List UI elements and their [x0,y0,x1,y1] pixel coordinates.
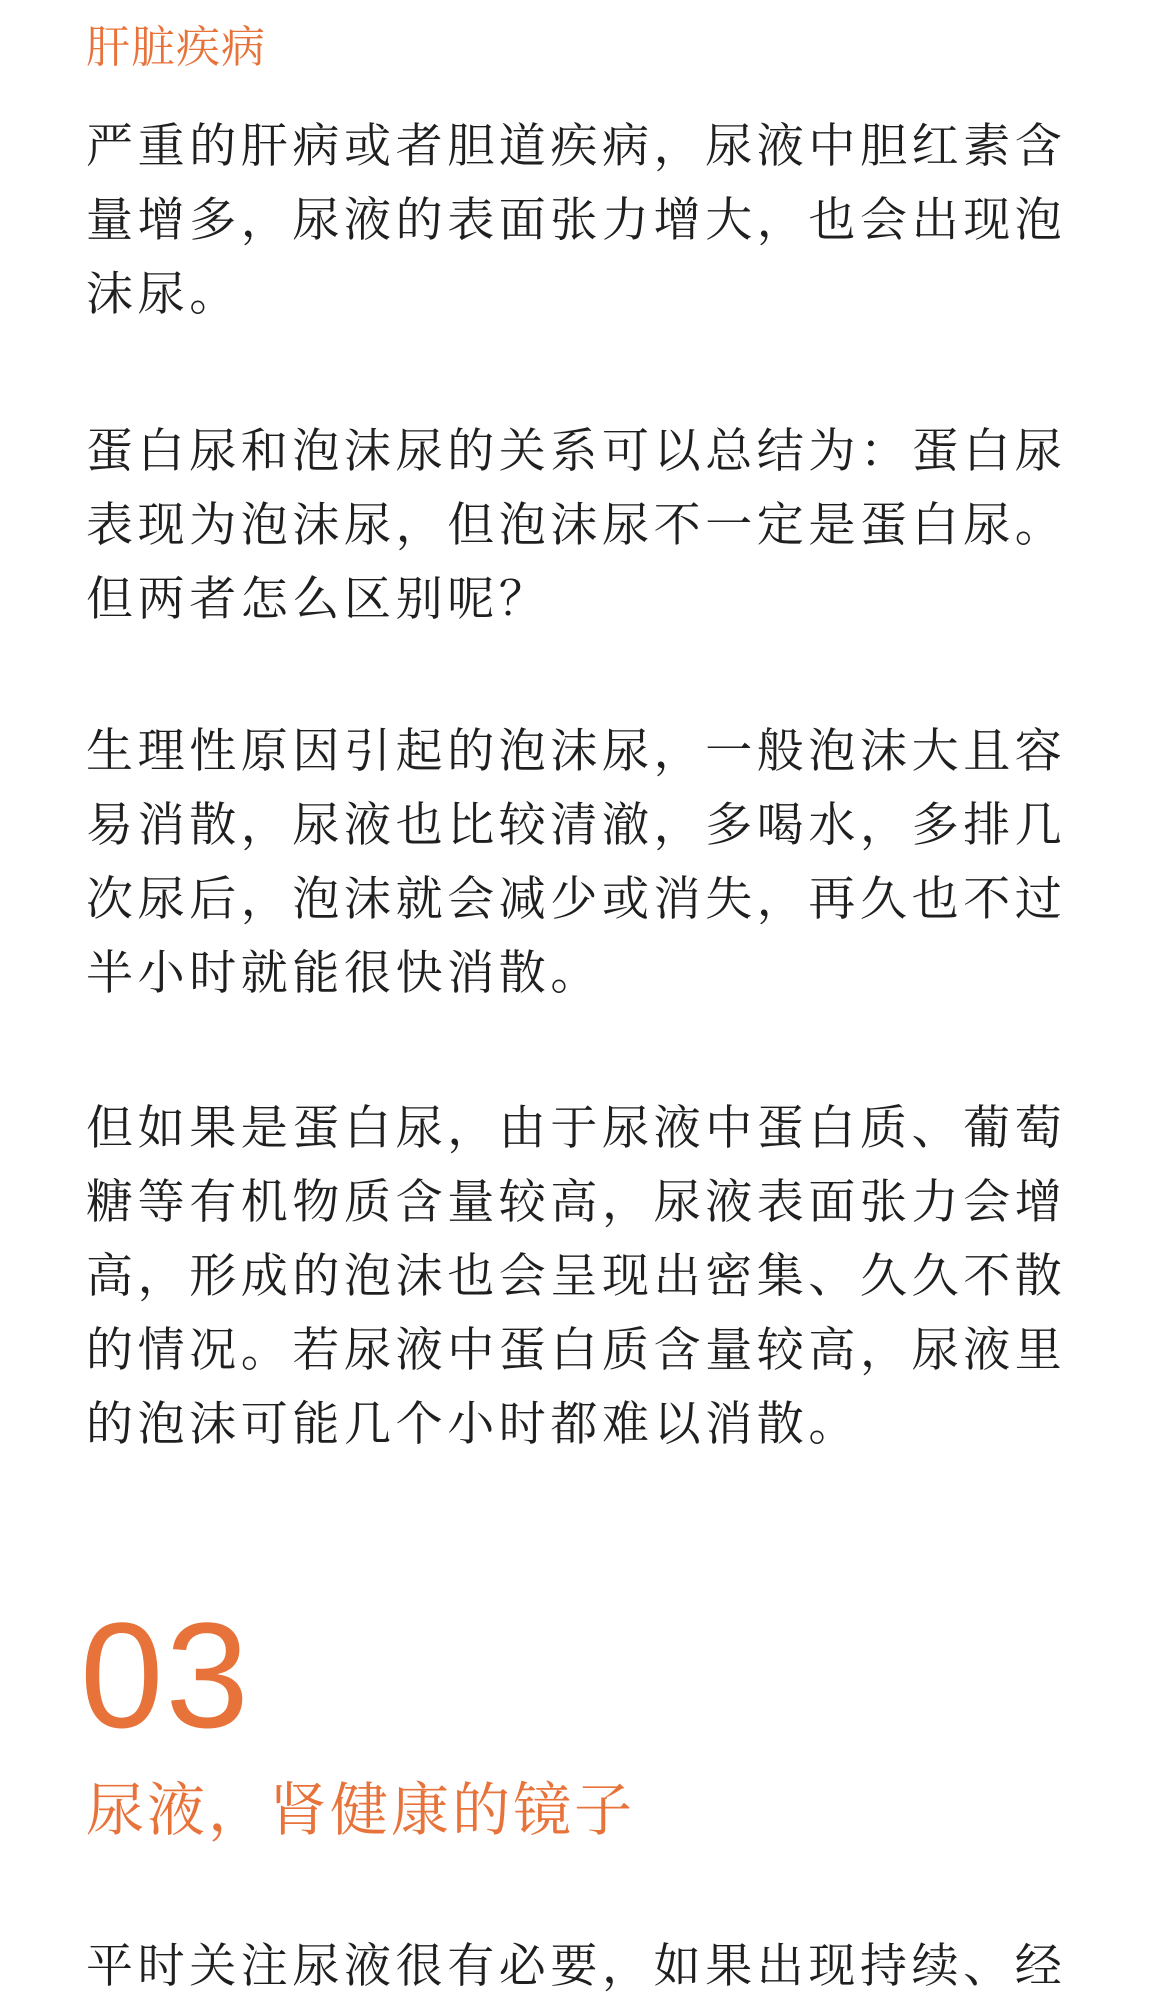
paragraph-attention [86,1930,1086,2004]
paragraph-line: 半小时就能很快消散。 [86,946,602,1001]
paragraph-relationship [86,415,1086,637]
paragraph-line: 量增多，尿液的表面张力增大，也会出现泡 [86,193,1067,248]
subsection-heading: 肝脏疾病 [86,22,266,73]
section-title: 尿液，肾健康的镜子 [86,1776,636,1844]
paragraph-proteinuria [86,1092,1086,1462]
paragraph-physiological [86,715,1086,1011]
paragraph-line: 平时关注尿液很有必要，如果出现持续、经 [86,1939,1067,1994]
paragraph-line: 但两者怎么区别呢？ [86,572,551,627]
paragraph-line: 易消散，尿液也比较清澈，多喝水，多排几 [86,798,1067,853]
section-number: 03 [80,1591,251,1759]
paragraph-line: 生理性原因引起的泡沫尿，一般泡沫大且容 [86,724,1067,779]
paragraph-line: 高，形成的泡沫也会呈现出密集、久久不散 [86,1249,1067,1304]
paragraph-line: 糖等有机物质含量较高，尿液表面张力会增 [86,1175,1067,1230]
paragraph-line: 的泡沫可能几个小时都难以消散。 [86,1397,860,1452]
paragraph-line: 沫尿。 [86,267,241,322]
paragraph-line: 表现为泡沫尿，但泡沫尿不一定是蛋白尿。 [86,498,1067,553]
paragraph-line: 但如果是蛋白尿，由于尿液中蛋白质、葡萄 [86,1101,1067,1156]
paragraph-line: 次尿后，泡沫就会减少或消失，再久也不过 [86,872,1067,927]
paragraph-liver-disease [86,110,1086,332]
paragraph-line: 的情况。若尿液中蛋白质含量较高，尿液里 [86,1323,1067,1378]
paragraph-line: 蛋白尿和泡沫尿的关系可以总结为：蛋白尿 [86,424,1067,479]
paragraph-line: 严重的肝病或者胆道疾病，尿液中胆红素含 [86,119,1067,174]
